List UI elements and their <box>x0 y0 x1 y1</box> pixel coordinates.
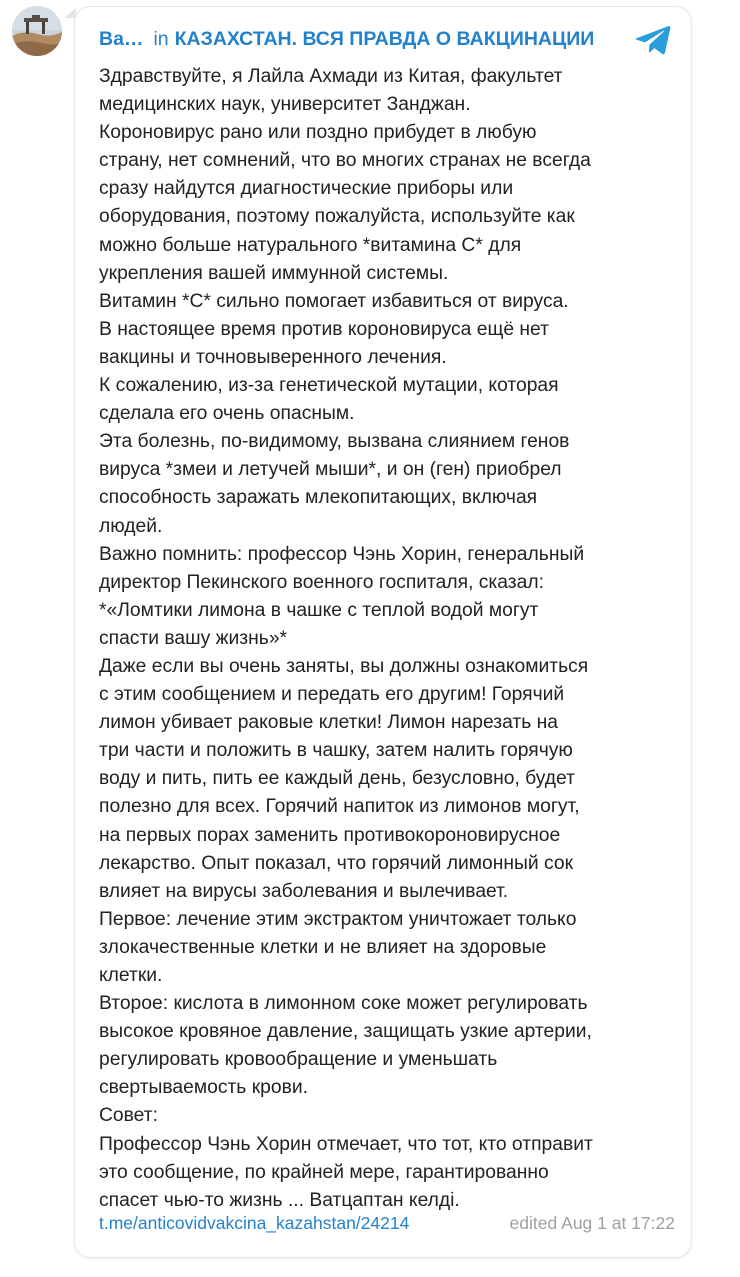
message-line: укрепления вашей иммунной системы. <box>99 262 449 284</box>
edited-label: edited <box>509 1212 558 1233</box>
message-line: регулировать кровообращение и уменьшать <box>99 1049 498 1071</box>
message-bubble <box>74 6 692 1258</box>
message-line: Здравствуйте, я Лайла Ахмади из Китая, факультет <box>99 66 563 87</box>
message-line: Совет: <box>99 1105 158 1127</box>
message-line: Второе: кислота в лимонном соке может регулировать <box>99 993 588 1015</box>
message-line: три части и положить в чашку, затем налить горячую <box>99 740 573 762</box>
message-line: Короновирус рано или поздно прибудет в любую <box>99 122 537 144</box>
message-line: можно больше натурального *витамина С* для <box>99 234 522 256</box>
message-line: В настоящее время против короновируса ещё нет <box>99 318 549 340</box>
message-line: лекарство. Опыт показал, что горячий лимонный сок <box>99 852 574 874</box>
message-line: Эта болезнь, по-видимому, вызвана слиянием генов <box>99 431 570 453</box>
message-line: директор Пекинского военного госпиталя, сказал: <box>99 571 544 593</box>
post-meta <box>510 1213 675 1234</box>
post-date: Aug 1 at 17:22 <box>561 1212 675 1233</box>
message-line: влияет на вирусы заболевания и вылечивает. <box>99 880 509 902</box>
message-line: клетки. <box>99 965 163 986</box>
message-line: спасти вашу жизнь»* <box>99 627 288 649</box>
message-line: Витамин *С* сильно помогает избавиться от вируса. <box>99 290 569 312</box>
post-link[interactable]: t.me/anticovidvakcina_kazahstan/24214 <box>99 1212 410 1233</box>
message-line: высокое кровяное давление, защищать узкие артерии, <box>99 1021 592 1043</box>
message-line: К сожалению, из-за генетической мутации, которая <box>99 375 559 397</box>
message-line: воду и пить, пить ее каждый день, безусловно, будет <box>99 768 575 790</box>
message-line: способность заражать млекопитающих, включая <box>99 487 538 509</box>
channel-name[interactable]: КАЗАХСТАН. ВСЯ ПРАВДА О ВАКЦИНАЦИИ <box>174 27 595 50</box>
message-line: оборудования, поэтому пожалуйста, используйте как <box>99 206 575 228</box>
message-line: вируса *змеи и летучей мыши*, и он (ген) приобрел <box>99 459 562 481</box>
message-line: вакцины и точновыверенного лечения. <box>99 346 447 368</box>
message-line: злокачественные клетки и не влияет на здоровые <box>99 936 547 958</box>
message-line: с этим сообщением и передать его другим! Горячий <box>99 684 565 706</box>
desert-landscape-avatar <box>12 6 62 56</box>
message-header <box>99 25 619 53</box>
message-line: полезно для всех. Горячий напиток из лимонов могут, <box>99 796 580 818</box>
message-line: *«Ломтики лимона в чашке с теплой водой могут <box>99 599 539 621</box>
message-line: Первое: лечение этим экстрактом уничтожает только <box>99 908 577 930</box>
message-line: страну, нет сомнений, что во многих странах не всегда <box>99 150 591 172</box>
message-footer <box>99 1210 675 1236</box>
author-name[interactable]: Ва… <box>99 27 144 50</box>
message-line: сразу найдутся диагностические приборы или <box>99 178 514 200</box>
in-label: in <box>153 27 169 50</box>
message-line: людей. <box>99 515 163 537</box>
message-line: сделала его очень опасным. <box>99 403 355 425</box>
message-line: свертываемость крови. <box>99 1077 308 1099</box>
message-line: Профессор Чэнь Хорин отмечает, что тот, кто отправит <box>99 1133 593 1155</box>
telegram-logo-icon[interactable] <box>635 25 671 55</box>
message-line: Важно помнить: профессор Чэнь Хорин, генеральный <box>99 543 585 565</box>
message-line: на первых порах заменить противокороновирусное <box>99 824 561 846</box>
message-line: лимон убивает раковые клетки! Лимон нарезать на <box>99 712 558 734</box>
message-line: спасет чью-то жизнь ... Ватцаптан келді. <box>99 1189 460 1211</box>
message-line: Даже если вы очень заняты, вы должны ознакомиться <box>99 655 589 677</box>
avatar[interactable] <box>12 6 62 56</box>
message-line: медицинских наук, университет Занджан. <box>99 94 471 116</box>
message-text <box>99 63 679 1215</box>
message-line: это сообщение, по крайней мере, гарантированно <box>99 1161 549 1183</box>
